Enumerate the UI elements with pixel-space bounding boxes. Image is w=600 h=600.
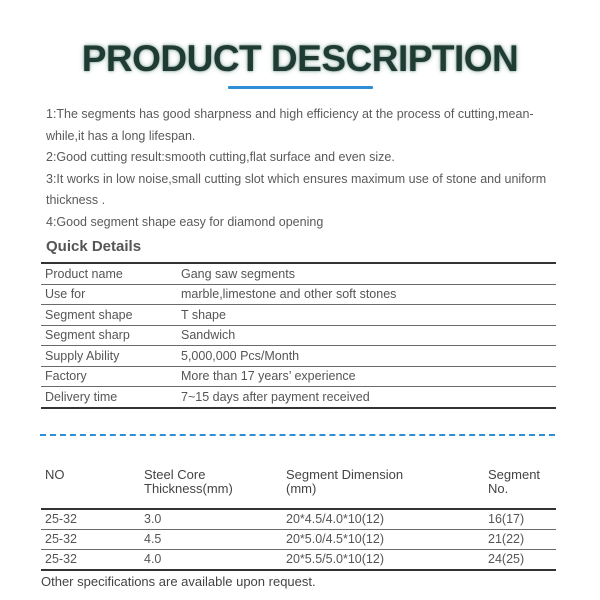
detail-key: Delivery time [41,387,177,408]
detail-value: More than 17 years’ experience [177,366,556,387]
header-no: NO [45,467,65,482]
description-item: 3:It works in low noise,small cutting slot which ensures maximum use of stone and uniform thickness . [46,171,547,207]
detail-value: 7~15 days after payment received [177,387,556,408]
spec-table [41,468,556,571]
header-steel-core-thickness: Steel Core Thickness(mm) [144,467,233,496]
table-row [41,366,556,387]
detail-value: Sandwich [177,325,556,346]
detail-key: Segment shape [41,305,177,326]
spec-header-row [41,468,556,510]
table-row [41,284,556,305]
title-underline [228,86,373,89]
detail-key: Use for [41,284,177,305]
header-segment-dimension: Segment Dimension (mm) [286,467,404,496]
description-item: 4:Good segment shape easy for diamond opening [46,214,324,229]
detail-value: marble,limestone and other soft stones [177,284,556,305]
page-title: PRODUCT DESCRIPTION [81,38,519,79]
description-list [46,104,566,233]
detail-value: Gang saw segments [177,263,556,284]
dashed-divider [40,434,555,436]
table-row [41,387,556,408]
footer-note: Other specifications are available upon request. [41,574,316,589]
table-row [41,263,556,284]
description-item: 2:Good cutting result:smooth cutting,flat surface and even size. [46,150,395,164]
cell-no: 25-32 [45,552,77,566]
table-row [41,325,556,346]
table-row [41,550,556,571]
quick-details-heading: Quick Details [46,238,142,255]
cell-no: 25-32 [45,532,77,546]
detail-key: Segment sharp [41,325,177,346]
description-item: 1:The segments has good sharpness and high efficiency at the process of cutting,mean-while,it has a long lifespan. [46,107,534,143]
table-row [41,530,556,550]
table-row [41,346,556,367]
cell-thickness: 4.5 [144,532,162,546]
cell-segment-no: 24(25) [488,552,525,566]
detail-value: 5,000,000 Pcs/Month [177,346,556,367]
detail-key: Supply Ability [41,346,177,367]
detail-value: T shape [177,305,556,326]
cell-dimension: 20*5.0/4.5*10(12) [286,532,384,546]
cell-thickness: 3.0 [144,512,162,526]
table-row [41,305,556,326]
table-row [41,510,556,530]
cell-segment-no: 21(22) [488,532,525,546]
detail-key: Product name [41,263,177,284]
header-segment-no: Segment No. [488,467,541,496]
cell-no: 25-32 [45,512,77,526]
cell-thickness: 4.0 [144,552,162,566]
detail-key: Factory [41,366,177,387]
quick-details-table [41,262,556,409]
cell-dimension: 20*5.5/5.0*10(12) [286,552,384,566]
cell-dimension: 20*4.5/4.0*10(12) [286,512,384,526]
cell-segment-no: 16(17) [488,512,525,526]
